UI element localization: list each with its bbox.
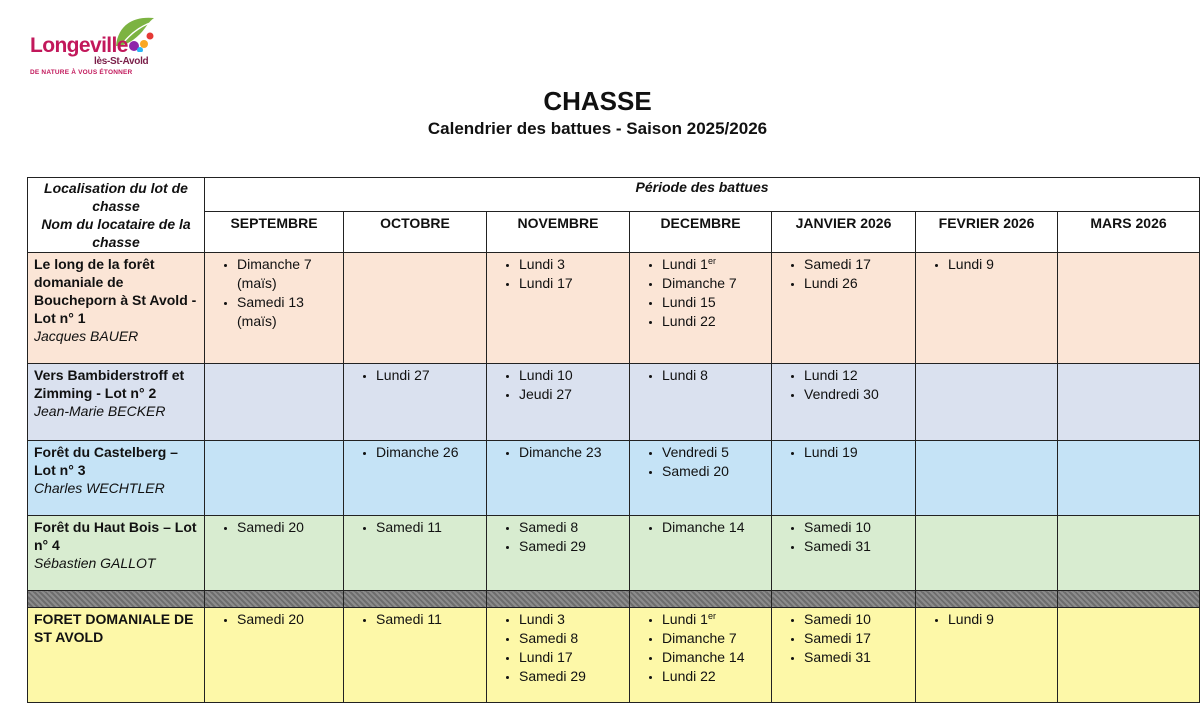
list-item: • Samedi 20 [237, 518, 343, 537]
date-cell [630, 253, 772, 364]
list-item: • Lundi 9 [948, 610, 1057, 629]
list-item: • Lundi 1er [662, 610, 771, 629]
list-item: • Lundi 26 [804, 274, 915, 293]
date-cell [916, 608, 1058, 703]
list-item: • Vendredi 5 [662, 443, 771, 462]
date-cell [487, 364, 630, 441]
date-list [205, 608, 343, 629]
table-row [28, 441, 1200, 516]
date-cell [487, 253, 630, 364]
list-item: • Lundi 1er [662, 255, 771, 274]
date-list [916, 608, 1057, 629]
location-cell [28, 441, 205, 516]
hunt-calendar-table [27, 177, 1200, 703]
list-item: • Dimanche 14 [662, 518, 771, 537]
logo-name: Longeville [30, 34, 128, 57]
date-cell [772, 608, 916, 703]
date-cell [772, 364, 916, 441]
location-column-header [28, 178, 205, 253]
date-cell [1058, 441, 1200, 516]
separator-cell [487, 591, 630, 608]
month-header: JANVIER 2026 [772, 212, 916, 253]
location-cell [28, 253, 205, 364]
list-item: • Dimanche 7 [662, 629, 771, 648]
separator-cell [916, 591, 1058, 608]
list-item: • Lundi 12 [804, 366, 915, 385]
date-list [772, 441, 915, 462]
list-item: • Samedi 29 [519, 667, 629, 686]
lot-name: Le long de la forêt domaniale de Boucheporn à St Avold - Lot n° 1 [34, 256, 197, 326]
date-cell [344, 441, 487, 516]
list-item: • Lundi 22 [662, 667, 771, 686]
date-cell [630, 608, 772, 703]
list-item: • Lundi 17 [519, 648, 629, 667]
list-item: • Dimanche 7 (maïs) [237, 255, 343, 293]
tenant-name: Jacques BAUER [34, 328, 139, 344]
separator-cell [772, 591, 916, 608]
date-list [630, 364, 771, 385]
date-cell [772, 253, 916, 364]
date-list [344, 608, 486, 629]
table-body [28, 253, 1200, 703]
date-list [487, 253, 629, 293]
list-item: • Samedi 8 [519, 518, 629, 537]
tenant-name: Jean-Marie BECKER [34, 403, 166, 419]
list-item: • Samedi 8 [519, 629, 629, 648]
date-cell [1058, 364, 1200, 441]
date-cell [916, 516, 1058, 591]
lot-name: Forêt du Castelberg – Lot n° 3 [34, 444, 178, 478]
date-cell [205, 364, 344, 441]
location-cell [28, 608, 205, 703]
table-row [28, 364, 1200, 441]
list-item: • Samedi 10 [804, 610, 915, 629]
list-item: • Samedi 11 [376, 610, 486, 629]
date-cell [487, 516, 630, 591]
list-item: • Samedi 20 [237, 610, 343, 629]
list-item: • Lundi 17 [519, 274, 629, 293]
separator-cell [1058, 591, 1200, 608]
list-item: • Samedi 13 (maïs) [237, 293, 343, 331]
list-item: • Lundi 10 [519, 366, 629, 385]
date-list [487, 441, 629, 462]
date-list [344, 441, 486, 462]
table-row [28, 253, 1200, 364]
list-item: • Lundi 8 [662, 366, 771, 385]
list-item: • Dimanche 23 [519, 443, 629, 462]
logo-tagline: DE NATURE À VOUS ÉTONNER [30, 69, 133, 76]
date-cell [205, 253, 344, 364]
date-cell [344, 516, 487, 591]
date-list [630, 608, 771, 686]
period-header: Période des battues [205, 178, 1200, 212]
date-list [772, 364, 915, 404]
list-item: • Vendredi 30 [804, 385, 915, 404]
list-item: • Lundi 9 [948, 255, 1057, 274]
date-list [772, 253, 915, 293]
table-row [28, 516, 1200, 591]
month-header: NOVEMBRE [487, 212, 630, 253]
tenant-name: Charles WECHTLER [34, 480, 165, 496]
date-cell [205, 516, 344, 591]
list-item: • Lundi 3 [519, 255, 629, 274]
date-cell [205, 608, 344, 703]
date-cell [1058, 253, 1200, 364]
location-cell [28, 364, 205, 441]
date-cell [344, 608, 487, 703]
date-list [630, 441, 771, 481]
date-list [487, 364, 629, 404]
date-list [344, 364, 486, 385]
date-list [630, 253, 771, 331]
date-cell [630, 441, 772, 516]
logo [28, 12, 168, 80]
date-cell [916, 253, 1058, 364]
separator-row [28, 591, 1200, 608]
list-item: • Lundi 19 [804, 443, 915, 462]
page-title: CHASSE [543, 86, 652, 116]
date-list [772, 608, 915, 667]
date-cell [344, 253, 487, 364]
month-header: DECEMBRE [630, 212, 772, 253]
separator-cell [28, 591, 205, 608]
date-list [916, 253, 1057, 274]
list-item: • Lundi 3 [519, 610, 629, 629]
date-cell [772, 441, 916, 516]
date-list [487, 608, 629, 686]
list-item: • Dimanche 14 [662, 648, 771, 667]
date-cell [916, 441, 1058, 516]
list-item: • Samedi 20 [662, 462, 771, 481]
separator-cell [344, 591, 487, 608]
location-header-line1: Localisation du lot de chasse [44, 180, 188, 214]
list-item: • Samedi 17 [804, 629, 915, 648]
month-header: FEVRIER 2026 [916, 212, 1058, 253]
list-item: • Dimanche 26 [376, 443, 486, 462]
list-item: • Lundi 27 [376, 366, 486, 385]
date-cell [344, 364, 487, 441]
location-header-line2: Nom du locataire de la chasse [41, 216, 191, 250]
list-item: • Samedi 29 [519, 537, 629, 556]
separator-cell [205, 591, 344, 608]
logo-subtitle: lès-St-Avold [94, 56, 149, 67]
list-item: • Samedi 11 [376, 518, 486, 537]
month-header: SEPTEMBRE [205, 212, 344, 253]
month-header: OCTOBRE [344, 212, 487, 253]
date-list [487, 516, 629, 556]
list-item: • Samedi 17 [804, 255, 915, 274]
date-cell [630, 516, 772, 591]
tenant-name: Sébastien GALLOT [34, 555, 156, 571]
date-list [205, 516, 343, 537]
date-cell [1058, 516, 1200, 591]
date-list [205, 253, 343, 331]
separator-cell [630, 591, 772, 608]
lot-name: Forêt du Haut Bois – Lot n° 4 [34, 519, 197, 553]
lot-name: FORET DOMANIALE DE ST AVOLD [34, 611, 194, 645]
list-item: • Dimanche 7 [662, 274, 771, 293]
list-item: • Jeudi 27 [519, 385, 629, 404]
list-item: • Samedi 10 [804, 518, 915, 537]
list-item: • Lundi 15 [662, 293, 771, 312]
date-cell [487, 608, 630, 703]
date-list [344, 516, 486, 537]
date-cell [205, 441, 344, 516]
month-header: MARS 2026 [1058, 212, 1200, 253]
table-row [28, 608, 1200, 703]
page-subtitle: Calendrier des battues - Saison 2025/2026 [427, 119, 768, 138]
location-cell [28, 516, 205, 591]
date-list [772, 516, 915, 556]
list-item: • Lundi 22 [662, 312, 771, 331]
date-cell [1058, 608, 1200, 703]
date-cell [630, 364, 772, 441]
lot-name: Vers Bambiderstroff et Zimming - Lot n° 2 [34, 367, 185, 401]
date-cell [772, 516, 916, 591]
list-item: • Samedi 31 [804, 648, 915, 667]
date-cell [487, 441, 630, 516]
date-list [630, 516, 771, 537]
date-cell [916, 364, 1058, 441]
list-item: • Samedi 31 [804, 537, 915, 556]
